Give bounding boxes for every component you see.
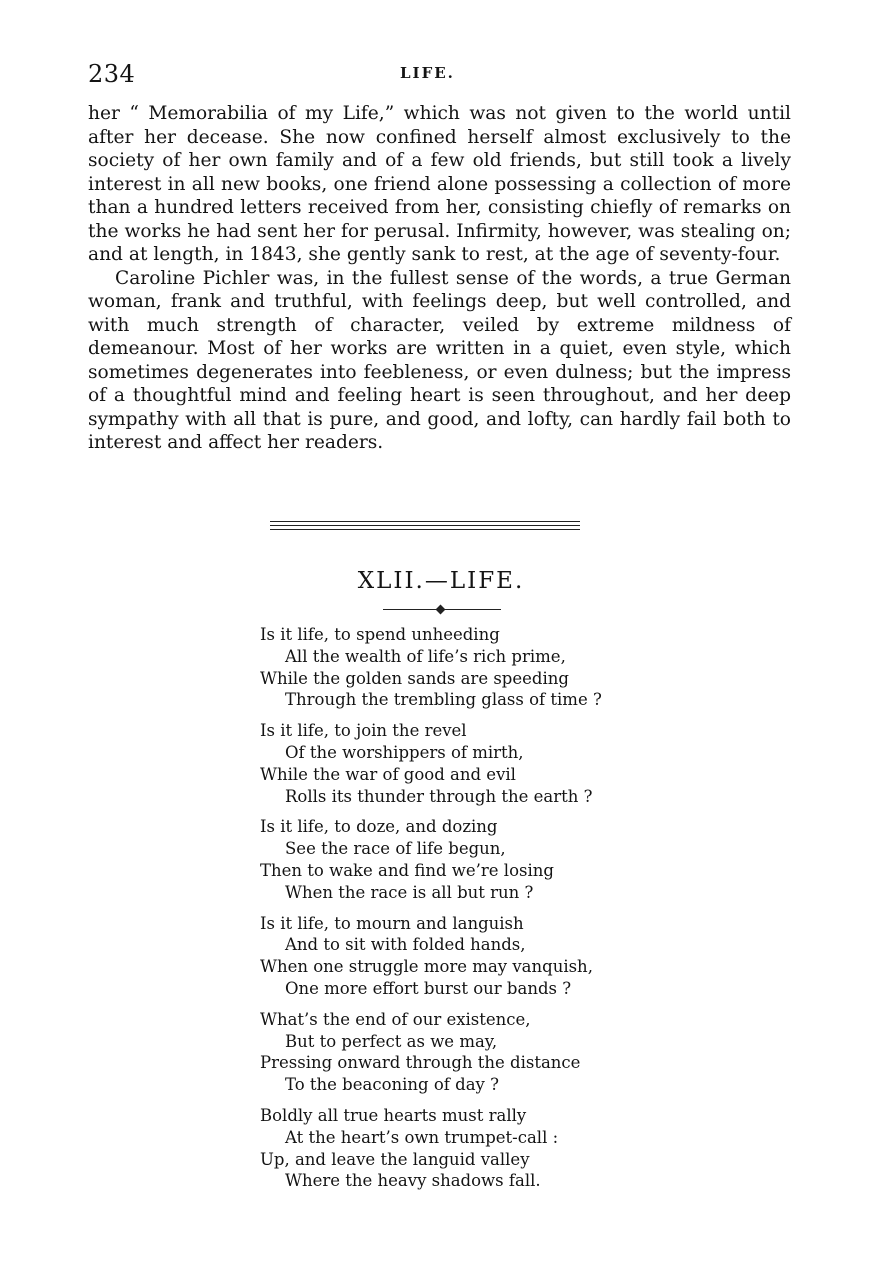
running-head: LIFE. bbox=[400, 64, 455, 82]
poem-line: But to perfect as we may, bbox=[285, 1031, 498, 1051]
poem-stanza bbox=[260, 1009, 602, 1096]
poem-line: One more effort burst our bands ? bbox=[285, 978, 572, 998]
poem-line: When one struggle more may vanquish, bbox=[260, 957, 593, 977]
poem-line: Boldly all true hearts must rally bbox=[260, 1105, 527, 1125]
prose-body bbox=[88, 102, 791, 455]
poem-line: Is it life, to doze, and dozing bbox=[260, 817, 498, 837]
poem-line: See the race of life begun, bbox=[285, 839, 506, 859]
poem-stanza bbox=[260, 816, 602, 903]
poem-line: Then to wake and find we’re losing bbox=[260, 860, 554, 880]
section-divider bbox=[270, 521, 580, 522]
section-divider bbox=[270, 525, 580, 526]
poem-line: Through the trembling glass of time ? bbox=[285, 690, 602, 710]
poem-line: Where the heavy shadows fall. bbox=[285, 1171, 541, 1191]
poem-stanza bbox=[260, 624, 602, 711]
ornament-divider bbox=[383, 609, 501, 610]
poem-line: When the race is all but run ? bbox=[285, 882, 534, 902]
poem bbox=[260, 624, 602, 1201]
page-number: 234 bbox=[88, 60, 136, 88]
poem-line: Up, and leave the languid valley bbox=[260, 1149, 530, 1169]
poem-line: Pressing onward through the distance bbox=[260, 1053, 581, 1073]
poem-stanza bbox=[260, 1105, 602, 1192]
poem-line: To the beaconing of day ? bbox=[285, 1075, 499, 1095]
prose-paragraph: Caroline Pichler was, in the fullest sense of the words, a true German woman, frank and truthful, with feelings deep, but well controlled, and with much strength of character, veiled by extreme mildness of demeanour. Most of her works are written in a quiet, even style, which sometimes degenerates into feebleness, or even dulness; but the impress of a thoughtful mind and feeling heart is seen throughout, and her deep sympathy with all that is pure, and good, and lofty, can hardly fail both to interest and affect her readers. bbox=[88, 267, 791, 453]
poem-line: And to sit with folded hands, bbox=[285, 935, 526, 955]
poem-line: What’s the end of our existence, bbox=[260, 1009, 531, 1029]
poem-stanza bbox=[260, 913, 602, 1000]
prose-paragraph: her “ Memorabilia of my Life,” which was not given to the world until after her decease. She now confined herself almost exclusively to the society of her own family and of a few old friends, but still took a lively interest in all new books, one friend alone possessing a collection of more than a hundred letters received from her, consisting chiefly of remarks on the works he had sent her for perusal. Infirmity, however, was stealing on; and at length, in 1843, she gently sank to rest, at the age of seventy-four. bbox=[88, 103, 791, 265]
poem-stanza bbox=[260, 720, 602, 807]
poem-line: All the wealth of life’s rich prime, bbox=[285, 646, 566, 666]
diamond-icon bbox=[436, 605, 446, 615]
poem-line: Is it life, to join the revel bbox=[260, 721, 467, 741]
poem-line: Rolls its thunder through the earth ? bbox=[285, 786, 593, 806]
poem-line: At the heart’s own trumpet-call : bbox=[285, 1127, 559, 1147]
poem-line: Is it life, to spend unheeding bbox=[260, 625, 500, 644]
poem-line: While the golden sands are speeding bbox=[260, 668, 569, 688]
poem-line: While the war of good and evil bbox=[260, 764, 516, 784]
poem-line: Is it life, to mourn and languish bbox=[260, 913, 524, 933]
section-title: XLII.—LIFE. bbox=[357, 568, 525, 594]
section-divider bbox=[270, 529, 580, 530]
poem-line: Of the worshippers of mirth, bbox=[285, 742, 524, 762]
